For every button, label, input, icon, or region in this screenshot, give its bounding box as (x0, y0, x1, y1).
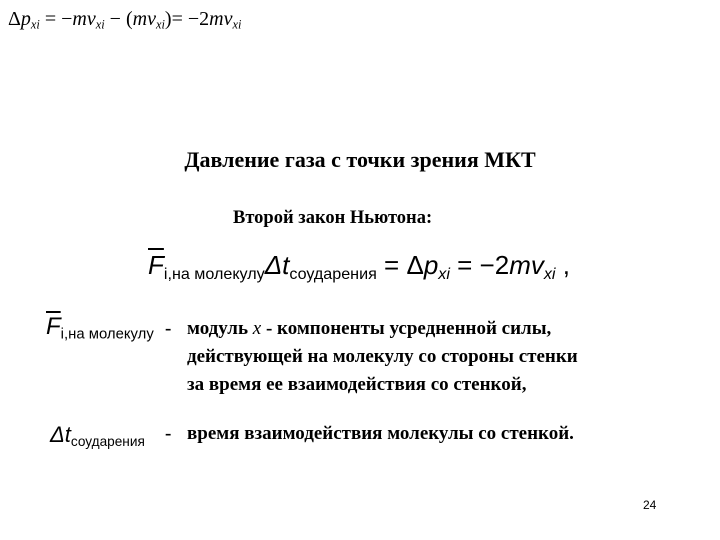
definition-line-2: действующей на молекулу со стороны стенки (187, 346, 578, 367)
definition-line-1-post: - компоненты усредненной силы, (261, 318, 552, 339)
definition-line-1-pre: модуль (187, 318, 253, 339)
force-definition (165, 315, 578, 399)
momentum-subscript: xi (438, 264, 450, 283)
subtitle: Второй закон Ньютона: (233, 208, 433, 228)
paren-equals: )= −2 (164, 8, 210, 30)
mv-term: mv (72, 8, 96, 30)
momentum-symbol: p (20, 8, 31, 30)
delta-t-subscript: соударения (70, 434, 145, 450)
subscript: xi (30, 17, 40, 32)
delta-t-symbol: Δt (264, 250, 290, 280)
equals-delta: = Δ (376, 250, 424, 280)
mv-term: mv (209, 8, 233, 30)
page-title: Давление газа с точки зрения МКТ (184, 147, 536, 172)
delta-t-subscript: соударения (289, 264, 377, 283)
list-dash: - (165, 423, 172, 444)
force-subscript: i,на молекулу (60, 326, 154, 343)
subscript: xi (232, 17, 242, 32)
subscript: xi (155, 17, 165, 32)
page-number: 24 (643, 498, 657, 512)
equals-minus-two: = −2 (449, 250, 510, 280)
delta-t-symbol-label (50, 422, 145, 449)
list-dash: - (165, 318, 172, 339)
mv-subscript: xi (543, 264, 556, 283)
x-variable: x (252, 318, 262, 339)
top-formula (8, 8, 241, 32)
force-symbol: $\overline{F}$ (46, 313, 61, 340)
definition-text: время взаимодействия молекулы со стенкой. (187, 423, 574, 444)
mv-term: mv (509, 250, 544, 280)
minus-paren: − ( (104, 8, 133, 30)
equals-minus: = − (39, 8, 73, 30)
time-definition (165, 420, 574, 448)
newton-formula (148, 250, 570, 284)
force-subscript: i,на молекулу (163, 264, 265, 283)
momentum-symbol: p (423, 250, 439, 280)
formula-comma: , (555, 250, 570, 280)
force-symbol-label (46, 313, 154, 342)
definition-line-3: за время ее взаимодействия со стенкой, (187, 374, 527, 395)
force-symbol: $\overline{F}$ (148, 250, 164, 280)
delta-symbol: Δ (8, 8, 21, 30)
mv-term: mv (132, 8, 156, 30)
subscript: xi (95, 17, 105, 32)
delta-t-symbol: Δt (50, 422, 71, 447)
